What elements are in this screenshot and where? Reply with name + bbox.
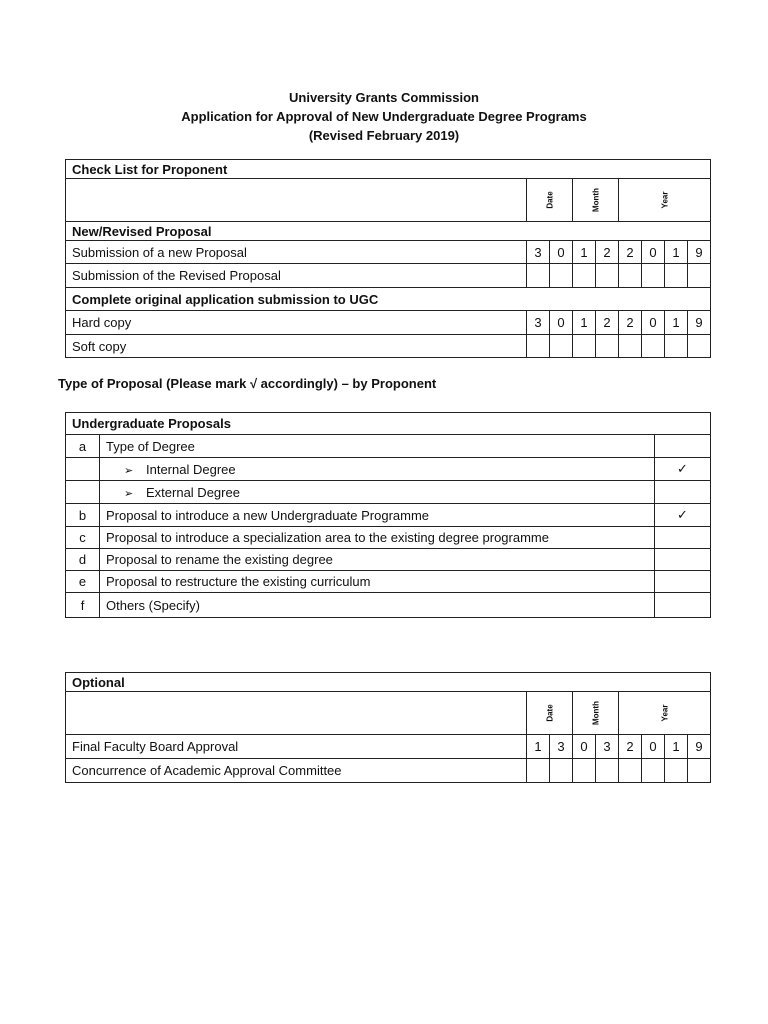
header-line-3: (Revised February 2019)	[308, 128, 460, 143]
digit-cell	[665, 264, 688, 288]
row-label-cell	[100, 481, 655, 504]
digit-cell	[527, 759, 550, 783]
digit-cell: 2	[596, 311, 619, 335]
header-line-2: Application for Approval of New Undergraduate Degree Programs	[181, 109, 587, 124]
table-row	[66, 549, 711, 571]
row-letter: e	[66, 571, 100, 593]
row-letter: a	[66, 435, 100, 458]
digit-cell: 9	[688, 311, 711, 335]
digit-cell: 2	[619, 311, 642, 335]
table-row	[66, 527, 711, 549]
digit-cell	[596, 759, 619, 783]
row-label-cell	[100, 458, 655, 481]
optional-header-blank	[66, 692, 527, 735]
checklist-table	[65, 159, 711, 358]
table-row	[66, 435, 711, 458]
digit-cell	[688, 335, 711, 358]
row-label: Proposal to introduce a new Undergraduate Programme	[100, 504, 655, 527]
checkmark-cell[interactable]	[655, 571, 711, 593]
digit-cell	[688, 264, 711, 288]
digit-cell: 1	[665, 241, 688, 264]
table-row	[66, 241, 711, 264]
digit-cell: 1	[573, 311, 596, 335]
proposals-table	[65, 412, 711, 618]
checklist-title: Check List for Proponent	[66, 160, 711, 179]
digit-cell: 3	[527, 311, 550, 335]
type-of-proposal-heading: Type of Proposal (Please mark √ accordingly) – by Proponent	[58, 376, 437, 391]
table-row	[66, 311, 711, 335]
col-month-header: Month	[573, 692, 619, 735]
row-letter: f	[66, 593, 100, 618]
digit-cell	[527, 264, 550, 288]
digit-cell: 1	[665, 735, 688, 759]
digit-cell: 9	[688, 735, 711, 759]
row-label: Proposal to introduce a specialization area to the existing degree programme	[100, 527, 655, 549]
section-new-revised: New/Revised Proposal	[66, 222, 711, 241]
checkmark-cell[interactable]: ✓	[655, 458, 711, 481]
col-year-header: Year	[619, 179, 711, 222]
row-letter: b	[66, 504, 100, 527]
table-row	[66, 481, 711, 504]
arrow-bullet-icon: ➢	[124, 464, 134, 477]
row-label: External Degree	[146, 484, 240, 500]
col-month-header: Month	[573, 179, 619, 222]
digit-cell: 0	[642, 241, 665, 264]
table-row	[66, 735, 711, 759]
digit-cell: 2	[596, 241, 619, 264]
row-label: Proposal to rename the existing degree	[100, 549, 655, 571]
col-year-header: Year	[619, 692, 711, 735]
table-row	[66, 593, 711, 618]
digit-cell: 3	[527, 241, 550, 264]
digit-cell	[642, 335, 665, 358]
row-concurrence-label: Concurrence of Academic Approval Committee	[66, 759, 527, 783]
digit-cell	[619, 335, 642, 358]
checkmark-cell[interactable]	[655, 435, 711, 458]
digit-cell	[642, 264, 665, 288]
checkmark-cell[interactable]	[655, 527, 711, 549]
digit-cell	[596, 335, 619, 358]
row-label: Proposal to restructure the existing curriculum	[100, 571, 655, 593]
table-row	[66, 264, 711, 288]
digit-cell: 0	[550, 311, 573, 335]
digit-cell: 2	[619, 241, 642, 264]
digit-cell	[573, 335, 596, 358]
row-hard-copy-label: Hard copy	[66, 311, 527, 335]
digit-cell: 1	[573, 241, 596, 264]
digit-cell: 1	[527, 735, 550, 759]
table-row	[66, 458, 711, 481]
header-line-1: University Grants Commission	[289, 90, 479, 105]
row-soft-copy-label: Soft copy	[66, 335, 527, 358]
col-date-header: Date	[527, 692, 573, 735]
row-letter: d	[66, 549, 100, 571]
digit-cell	[573, 759, 596, 783]
digit-cell: 0	[642, 735, 665, 759]
digit-cell: 9	[688, 241, 711, 264]
digit-cell: 3	[550, 735, 573, 759]
digit-cell	[527, 335, 550, 358]
row-letter	[66, 481, 100, 504]
table-row	[66, 504, 711, 527]
checklist-header-blank	[66, 179, 527, 222]
row-letter: c	[66, 527, 100, 549]
row-label: Others (Specify)	[100, 593, 655, 618]
digit-cell	[619, 264, 642, 288]
checkmark-cell[interactable]	[655, 593, 711, 618]
digit-cell: 0	[642, 311, 665, 335]
arrow-bullet-icon: ➢	[124, 487, 134, 500]
checkmark-cell[interactable]	[655, 481, 711, 504]
table-row	[66, 335, 711, 358]
digit-cell: 1	[665, 311, 688, 335]
digit-cell	[688, 759, 711, 783]
digit-cell	[665, 335, 688, 358]
digit-cell	[619, 759, 642, 783]
digit-cell: 0	[573, 735, 596, 759]
digit-cell: 2	[619, 735, 642, 759]
checkmark-cell[interactable]: ✓	[655, 504, 711, 527]
row-letter	[66, 458, 100, 481]
section-original-application: Complete original application submission to UGC	[66, 288, 711, 311]
row-new-proposal-label: Submission of a new Proposal	[66, 241, 527, 264]
digit-cell	[665, 759, 688, 783]
optional-title: Optional	[66, 673, 711, 692]
digit-cell	[550, 335, 573, 358]
document-header	[0, 88, 768, 145]
digit-cell: 3	[596, 735, 619, 759]
digit-cell	[550, 264, 573, 288]
proposals-title: Undergraduate Proposals	[66, 413, 711, 435]
digit-cell: 0	[550, 241, 573, 264]
digit-cell	[642, 759, 665, 783]
digit-cell	[550, 759, 573, 783]
row-faculty-board-label: Final Faculty Board Approval	[66, 735, 527, 759]
table-row	[66, 759, 711, 783]
table-row	[66, 571, 711, 593]
optional-table	[65, 672, 711, 783]
digit-cell	[573, 264, 596, 288]
col-date-header: Date	[527, 179, 573, 222]
row-label: Type of Degree	[100, 435, 655, 458]
checkmark-cell[interactable]	[655, 549, 711, 571]
row-label: Internal Degree	[146, 461, 236, 477]
row-revised-proposal-label: Submission of the Revised Proposal	[66, 264, 527, 288]
digit-cell	[596, 264, 619, 288]
